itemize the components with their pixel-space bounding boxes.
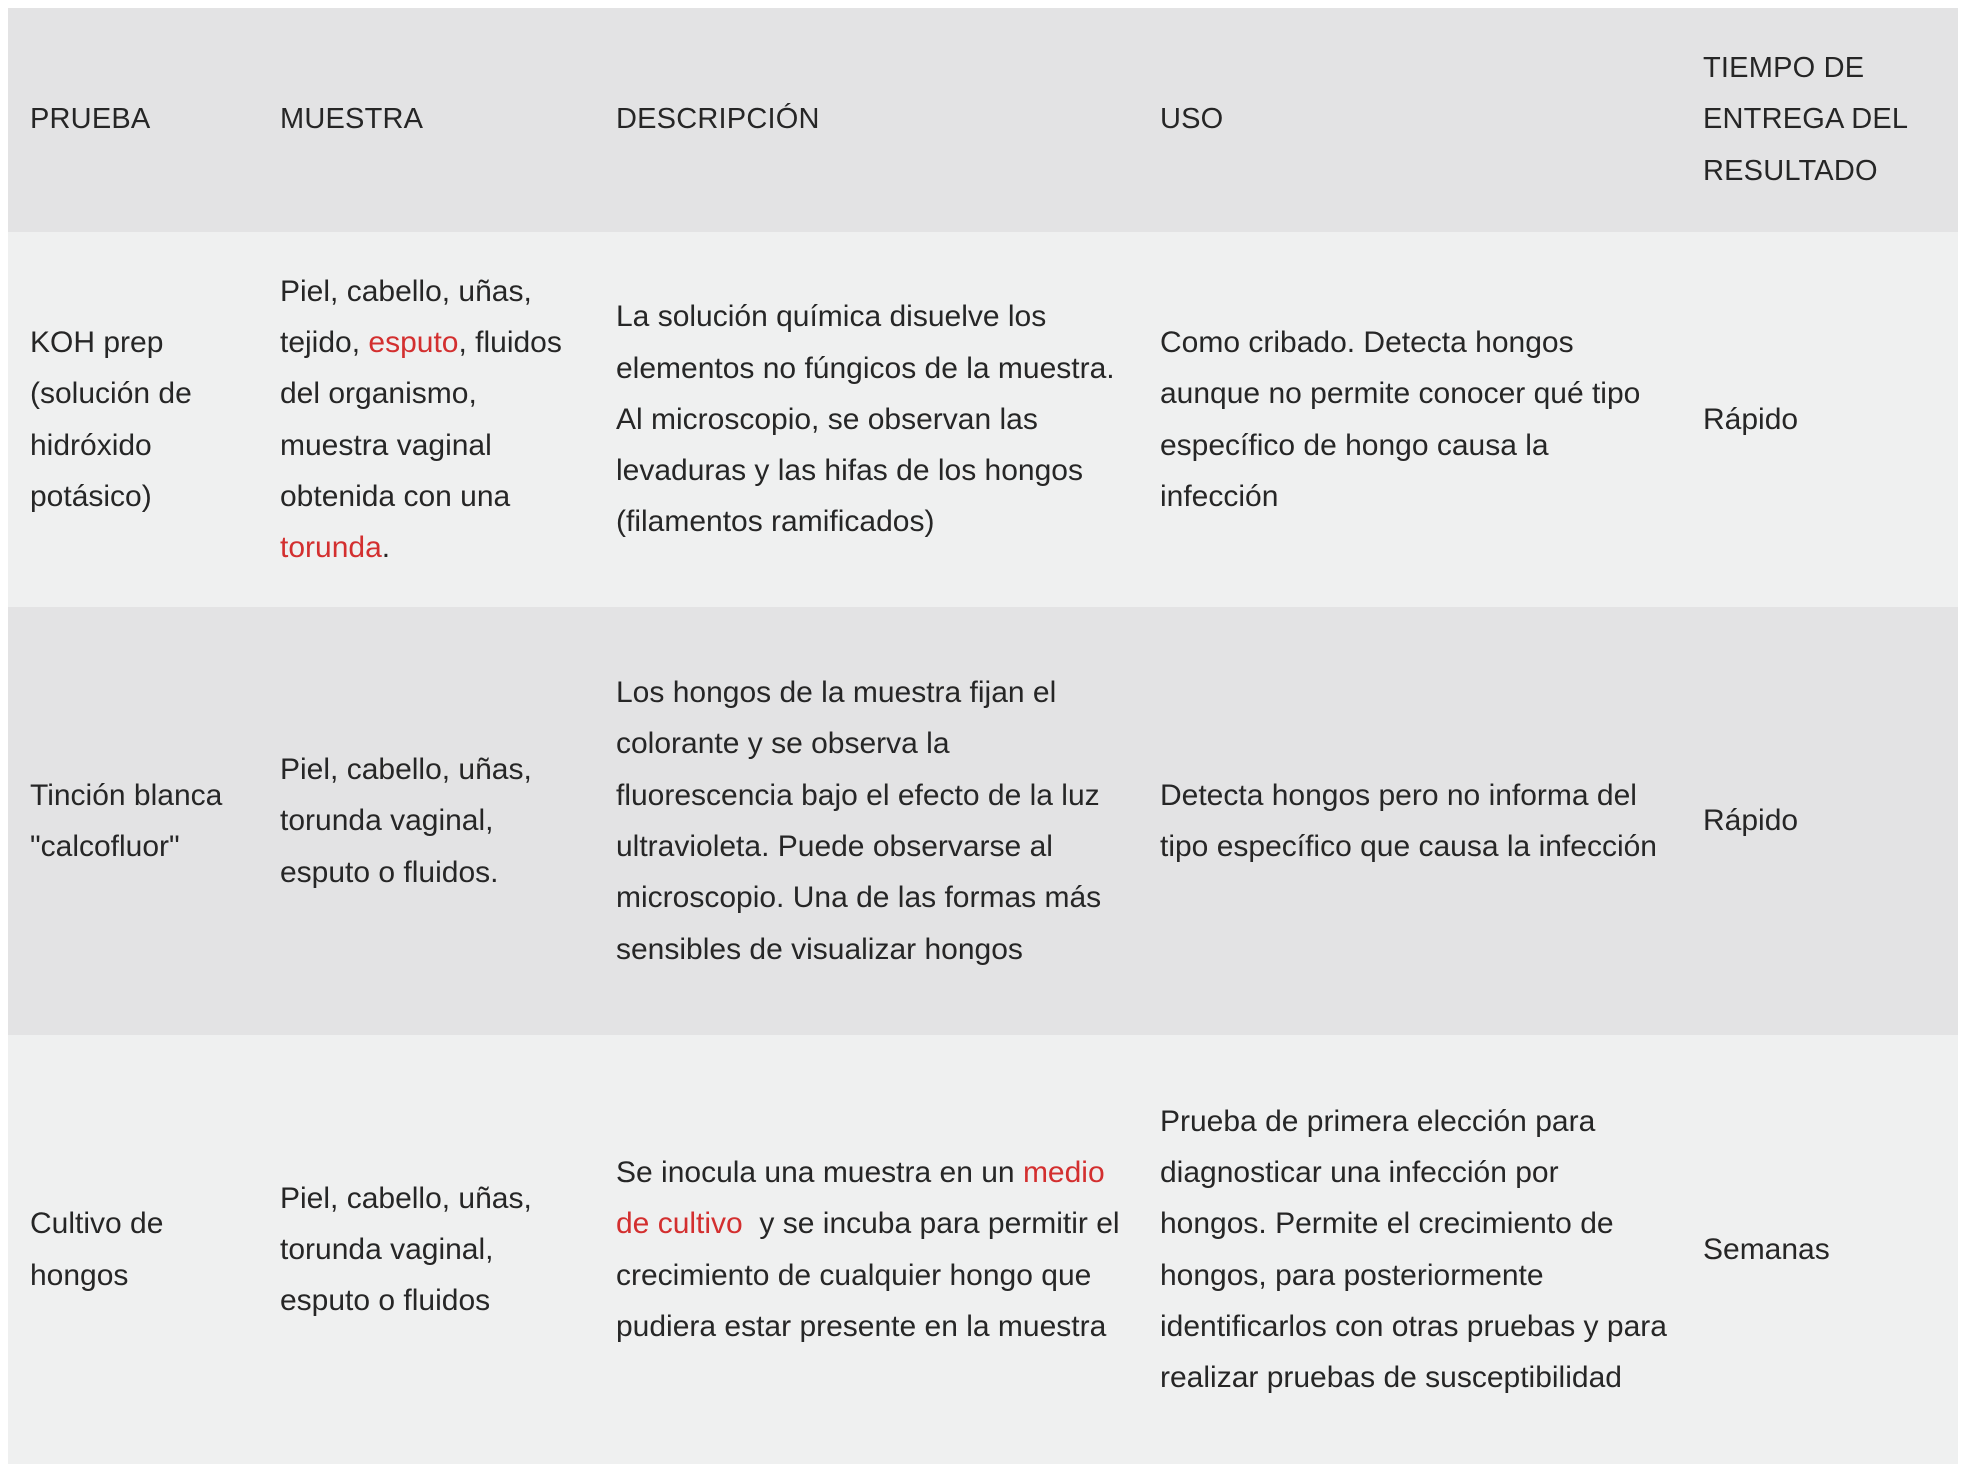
torunda-link[interactable]: torunda — [280, 531, 382, 565]
medio-de-cultivo-link[interactable]: medio de cultivo — [616, 1155, 1105, 1241]
table-row — [8, 607, 1958, 1035]
header-muestra: MUESTRA — [280, 103, 424, 136]
muestra-text: , fluidos del organismo, muestra vaginal obtenida con una — [280, 325, 562, 513]
table-row — [8, 1035, 1958, 1464]
cell-tiempo: Rápido — [1703, 804, 1799, 838]
fungal-tests-table — [8, 8, 1958, 1464]
header-tiempo: TIEMPO DE ENTREGA DEL RESULTADO — [1703, 52, 1908, 187]
cell-muestra: Piel, cabello, uñas, torunda vaginal, esputo o fluidos — [280, 1181, 532, 1318]
descripcion-text: Se inocula una muestra en un — [616, 1155, 1023, 1189]
esputo-link[interactable]: esputo — [368, 325, 459, 359]
cell-prueba: KOH prep (solución de hidróxido potásico) — [30, 325, 192, 513]
header-uso: USO — [1160, 103, 1224, 136]
cell-descripcion: La solución química disuelve los elementos no fúngicos de la muestra. Al microscopio, se observan las levaduras y las hifas de los hongos (filamentos ramificados) — [616, 300, 1115, 539]
descripcion-text: y se incuba para permitir el crecimiento de cualquier hongo que pudiera estar presente en la muestra — [616, 1207, 1128, 1343]
cell-uso: Como cribado. Detecta hongos aunque no permite conocer qué tipo específico de hongo causa la infección — [1160, 325, 1641, 513]
cell-descripcion — [594, 1035, 1138, 1464]
muestra-text: . — [381, 531, 391, 565]
cell-uso: Prueba de primera elección para diagnosticar una infección por hongos. Permite el crecimiento de hongos, para posteriormente identificarlos con otras pruebas y para realizar pruebas de susceptibilidad — [1160, 1104, 1667, 1395]
muestra-text: Piel, cabello, uñas, tejido, — [280, 274, 532, 359]
cell-descripcion: Los hongos de la muestra fijan el colorante y se observa la fluorescencia bajo el efecto de la luz ultravioleta. Puede observarse al microscopio. Una de las formas más sensibles de visualizar hongos — [616, 676, 1102, 966]
cell-prueba: Tinción blanca "calcofluor" — [30, 778, 223, 863]
header-descripcion: DESCRIPCIÓN — [616, 103, 820, 136]
cell-muestra — [258, 232, 594, 607]
cell-tiempo: Rápido — [1703, 402, 1799, 436]
table-body — [8, 232, 1958, 1464]
header-row — [8, 8, 1958, 232]
header-prueba: PRUEBA — [30, 103, 151, 136]
cell-uso: Detecta hongos pero no informa del tipo específico que causa la infección — [1160, 778, 1657, 863]
cell-muestra: Piel, cabello, uñas, torunda vaginal, esputo o fluidos. — [280, 753, 532, 889]
cell-tiempo: Semanas — [1703, 1232, 1830, 1266]
table-row — [8, 232, 1958, 607]
cell-prueba: Cultivo de hongos — [30, 1207, 164, 1292]
table-header — [8, 8, 1958, 232]
